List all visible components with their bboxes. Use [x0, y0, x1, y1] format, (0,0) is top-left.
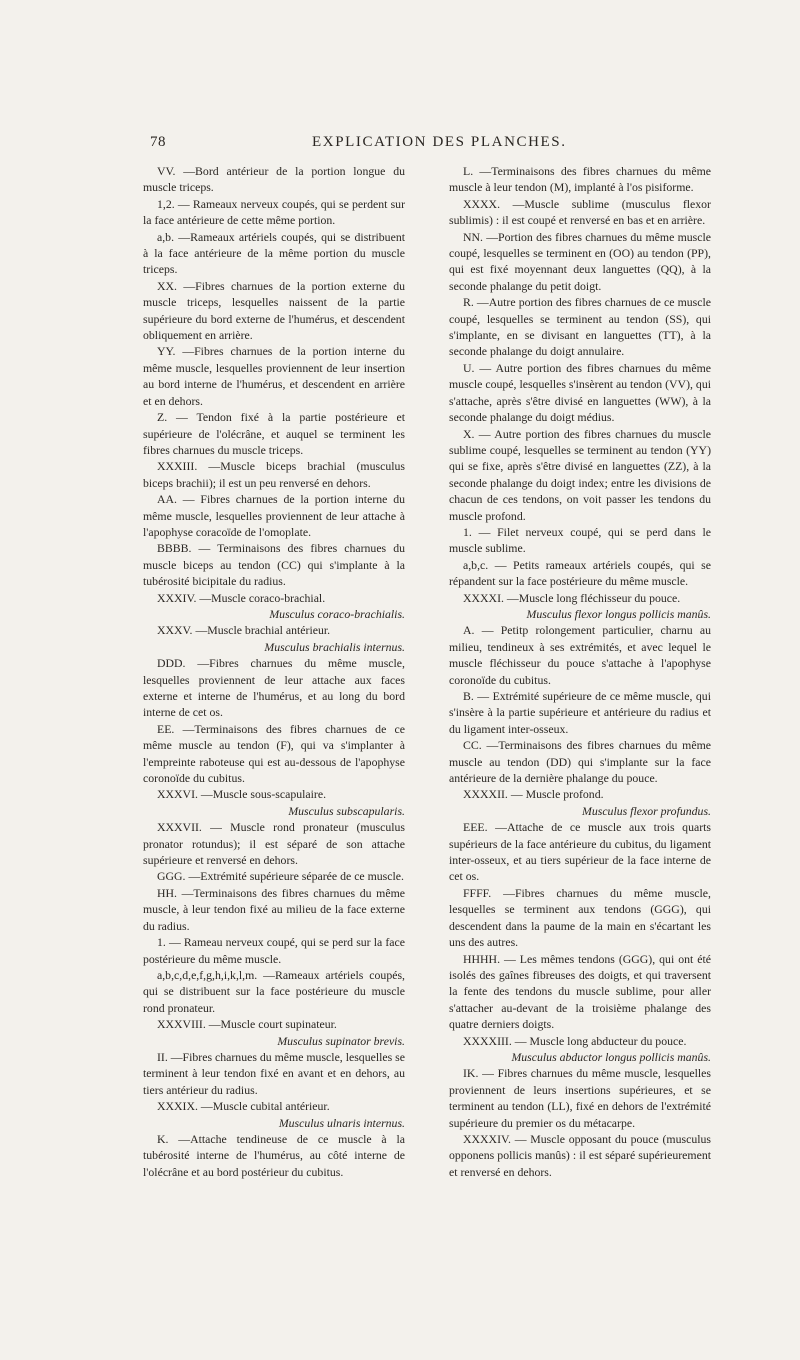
latin-name: Musculus flexor longus pollicis manûs. — [526, 606, 711, 621]
entry: DDD. —Fibres charnues du même muscle, lesquelles proviennent de leur attache aux faces externe et interne de l'humérus, et au long du bord interne de cet os. — [143, 656, 405, 720]
entry: X. — Autre portion des fibres charnues du muscle sublime coupé, lesquelles se terminent au tendon (YY) qui se fixe, après s'être divisé en languettes (ZZ), à la seconde phalange du doigt index; entre les divisions de chacun de ces tendons, on voit passer les tendons du muscle profond. — [449, 426, 711, 523]
entry: BBBB. — Terminaisons des fibres charnues du muscle biceps au tendon (CC) qui s'implante à la tubérosité bicipitale du radius. — [143, 541, 405, 589]
entry: a,b,c,d,e,f,g,h,i,k,l,m. —Rameaux artériels coupés, qui se distribuent sur la face postérieure du muscle rond pronateur. — [143, 967, 405, 1015]
entry: A. — Petitp rolongement particulier, charnu au milieu, tendineux à ses extrémités, et avec lequel le muscle fléchisseur du pouce s'attache à l'apophyse coronoïde du cubitus. — [449, 623, 711, 687]
latin-name: Musculus flexor profundus. — [582, 803, 711, 818]
latin-name: Musculus subscapularis. — [288, 803, 405, 818]
running-header: EXPLICATION DES PLANCHES. — [312, 134, 567, 150]
latin-name: Musculus ulnaris internus. — [278, 1115, 405, 1130]
page-number: 78 — [150, 134, 166, 150]
latin-name: Musculus abductor longus pollicis manûs. — [511, 1049, 711, 1064]
entry: XXXVII. — Muscle rond pronateur (musculus pronator rotundus); il est séparé de son attache supérieure et renversé en dehors. — [143, 820, 405, 868]
entry: XXXXIII. — Muscle long abducteur du pouce. — [463, 1033, 687, 1048]
entry: HH. —Terminaisons des fibres charnues du même muscle, à leur tendon fixé au milieu de la face externe du radius. — [143, 885, 405, 933]
entry: XXXXIV. — Muscle opposant du pouce (musculus opponens pollicis manûs) : il est séparé supérieurement et renversé en dehors. — [449, 1131, 711, 1179]
entry: a,b,c. — Petits rameaux artériels coupés, qui se répandent sur la face postérieure du même muscle. — [449, 557, 711, 589]
entry: NN. —Portion des fibres charnues du même muscle coupé, lesquelles se terminent en (OO) au tendon (PP), qui est fixé moyennant deux languettes (QQ), à la seconde phalange du petit doigt. — [449, 229, 711, 293]
entry: CC. —Terminaisons des fibres charnues du même muscle au tendon (DD) qui s'implante sur la face antérieure de la dernière phalange du pouce. — [449, 738, 711, 786]
entry: XXXXII. — Muscle profond. — [463, 787, 604, 802]
entry: EEE. —Attache de ce muscle aux trois quarts supérieurs de la face antérieure du cubitus, du ligament inter-osseux, et au tiers supérieur de la face interne de cet os. — [449, 820, 711, 884]
entry: 1. — Filet nerveux coupé, qui se perd dans le muscle sublime. — [449, 524, 711, 556]
right-column — [449, 163, 711, 1180]
entry: XXXX. —Muscle sublime (musculus flexor sublimis) : il est coupé et renversé en bas et en arrière. — [449, 196, 711, 228]
entry: EE. —Terminaisons des fibres charnues de ce même muscle au tendon (F), qui va s'implanter à l'empreinte raboteuse qui est au-dessous de l'apophyse coronoïde du cubitus. — [143, 721, 405, 786]
entry: R. —Autre portion des fibres charnues de ce muscle coupé, lesquelles se terminent au tendon (SS), qui s'implante, en se divisant en languettes (TT), à la seconde phalange du doigt annulaire. — [449, 295, 711, 359]
entry: XXXIII. —Muscle biceps brachial (musculus biceps brachii); il est un peu renversé en dehors. — [143, 459, 405, 490]
entry: 1,2. — Rameaux nerveux coupés, qui se perdent sur la face antérieure de cette même portion. — [143, 196, 405, 228]
left-column — [143, 163, 405, 1180]
latin-name: Musculus supinator brevis. — [277, 1033, 405, 1048]
entry: L. —Terminaisons des fibres charnues du même muscle à leur tendon (M), implanté à l'os pisiforme. — [449, 164, 711, 195]
entry: a,b. —Rameaux artériels coupés, qui se distribuent à la face antérieure de la même portion du muscle triceps. — [143, 229, 405, 277]
entry: XXXVI. —Muscle sous-scapulaire. — [157, 787, 327, 802]
entry: YY. —Fibres charnues de la portion interne du même muscle, lesquelles proviennent de leur insertion au bord interne de l'humérus, et descendent en arrière et en dehors. — [143, 344, 405, 408]
entry: K. —Attache tendineuse de ce muscle à la tubérosité interne de l'humérus, au côté interne de l'olécrâne et au bord postérieur du cubitus. — [143, 1131, 405, 1179]
entry: U. — Autre portion des fibres charnues du même muscle coupé, lesquelles s'insèrent au tendon (VV), qui s'attache, après s'être divisé en languettes (WW), à la seconde phalange du doigt médius. — [449, 360, 711, 425]
entry: XXXVIII. —Muscle court supinateur. — [157, 1017, 337, 1032]
entry: XXXXI. —Muscle long fléchisseur du pouce. — [463, 590, 681, 605]
entry: II. —Fibres charnues du même muscle, lesquelles se terminent à leur tendon fixé en avant et en dehors, au tiers antérieur du radius. — [143, 1049, 405, 1097]
entry: AA. — Fibres charnues de la portion interne du même muscle, lesquelles proviennent de leur attache à l'apophyse coracoïde de l'omoplate. — [143, 492, 405, 539]
entry: Z. — Tendon fixé à la partie postérieure et supérieure de l'olécrâne, et auquel se terminent les fibres charnues du muscle triceps. — [143, 410, 405, 457]
entry: HHHH. — Les mêmes tendons (GGG), qui ont été isolés des gaînes fibreuses des doigts, et qui traversent la fente des tendons du muscle sublime, pour aller s'attacher au-devant de la troisième phalange des quatre derniers doigts. — [449, 951, 711, 1032]
entry: XX. —Fibres charnues de la portion externe du muscle triceps, lesquelles naissent de la partie supérieure du bord externe de l'humérus, et descendent obliquement en arrière. — [143, 278, 405, 343]
entry: B. — Extrémité supérieure de ce même muscle, qui s'insère à la partie supérieure et antérieure du radius et du ligament inter-osseux. — [449, 689, 711, 736]
entry: GGG. —Extrémité supérieure séparée de ce muscle. — [157, 869, 404, 884]
entry: IK. — Fibres charnues du même muscle, lesquelles proviennent de leurs insertions supérieures, et se terminent au tendon (LL), fixé en dehors de l'extrémité supérieure du premier os du métacarpe. — [449, 1066, 711, 1130]
latin-name: Musculus brachialis internus. — [264, 639, 405, 654]
entry: VV. —Bord antérieur de la portion longue du muscle triceps. — [143, 164, 405, 195]
entry: XXXIX. —Muscle cubital antérieur. — [157, 1099, 330, 1114]
latin-name: Musculus coraco-brachialis. — [269, 606, 405, 621]
entry: XXXIV. —Muscle coraco-brachial. — [157, 590, 326, 605]
entry: FFFF. —Fibres charnues du même muscle, lesquelles se terminent aux tendons (GGG), qui descendent dans la paume de la main en s'écartant les uns des autres. — [449, 885, 711, 950]
entry: 1. — Rameau nerveux coupé, qui se perd sur la face postérieure du même muscle. — [143, 935, 405, 966]
entry: XXXV. —Muscle brachial antérieur. — [157, 623, 331, 638]
